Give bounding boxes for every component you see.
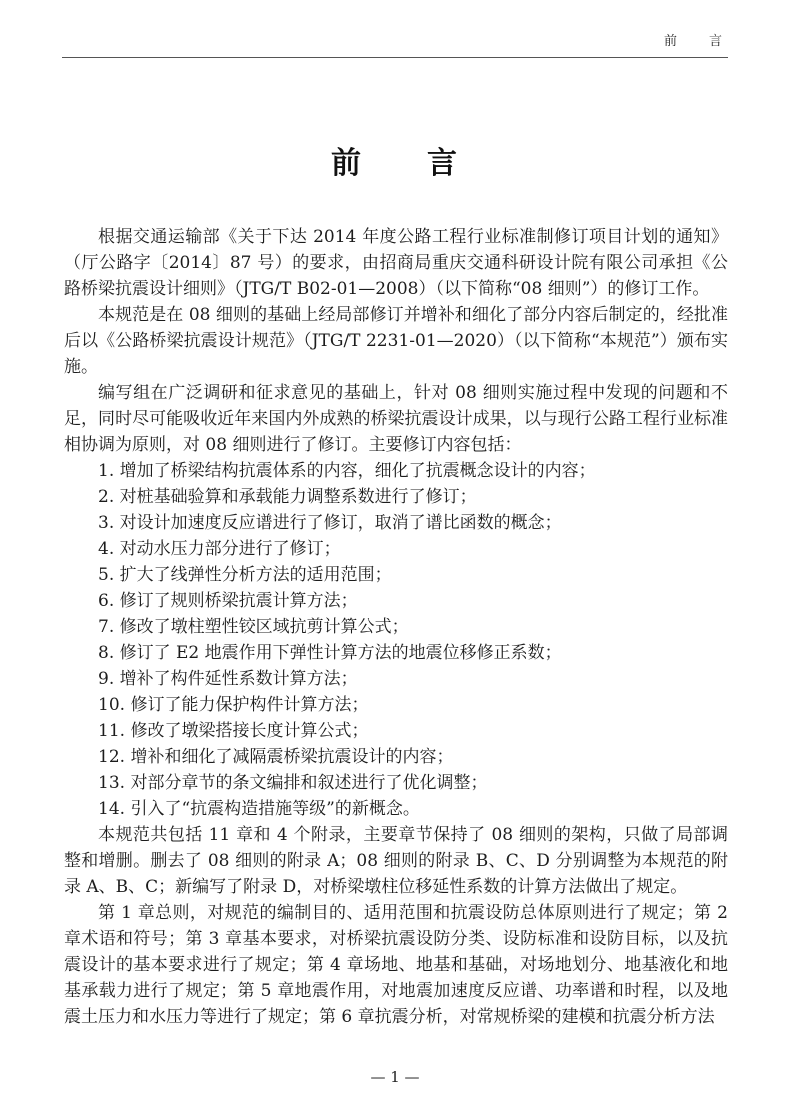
list-item: 4. 对动水压力部分进行了修订； [98,539,341,559]
paragraph-1: 根据交通运输部《关于下达 2014 年度公路工程行业标准制修订项目计划的通知》（厅公路字〔2014〕87 号）的要求，由招商局重庆交通科研设计院有限公司承担《公路桥梁抗震设计细则》（JTG/T B02-01—2008）（以下简称“08 细则”）的修订工作。 [64,227,728,299]
list-item: 11. 修改了墩梁搭接长度计算公式； [98,721,369,741]
page-title: 前 言 [331,146,459,181]
paragraph-5: 第 1 章总则，对规范的编制目的、适用范围和抗震设防总体原则进行了规定；第 2 章术语和符号；第 3 章基本要求，对桥梁抗震设防分类、设防标准和设防目标，以及抗震设计的基本要求进行了规定；第 4 章场地、地基和基础，对场地划分、地基液化和地基承载力进行了规定；第 5 章地震作用，对地震加速度反应谱、功率谱和时程，以及地震土压力和水压力等进行了规定；第 6 章抗震分析，对常规桥梁的建模和抗震分析方法 [64,903,728,1027]
running-header: 前 言 [663,34,724,49]
list-item: 9. 增补了构件延性系数计算方法； [98,669,358,689]
list-item: 8. 修订了 E2 地震作用下弹性计算方法的地震位移修正系数； [98,643,562,663]
list-item: 13. 对部分章节的条文编排和叙述进行了优化调整； [98,773,488,793]
page-number: — 1 — [370,1068,420,1086]
list-item: 3. 对设计加速度反应谱进行了修订，取消了谱比函数的概念； [98,513,562,533]
list-item: 14. 引入了“抗震构造措施等级”的新概念。 [98,799,420,819]
list-item: 2. 对桩基础验算和承载能力调整系数进行了修订； [98,487,477,507]
revision-list [64,458,728,822]
list-item: 10. 修订了能力保护构件计算方法； [98,695,369,715]
list-item: 1. 增加了桥梁结构抗震体系的内容，细化了抗震概念设计的内容； [98,461,596,481]
list-item: 5. 扩大了线弹性分析方法的适用范围； [98,565,392,585]
paragraph-3: 编写组在广泛调研和征求意见的基础上，针对 08 细则实施过程中发现的问题和不足，同时尽可能吸收近年来国内外成熟的桥梁抗震设计成果，以与现行公路工程行业标准相协调为原则，对 08 细则进行了修订。主要修订内容包括： [64,383,728,455]
list-item: 6. 修订了规则桥梁抗震计算方法； [98,591,358,611]
header-divider [62,57,728,58]
paragraph-4: 本规范共包括 11 章和 4 个附录，主要章节保持了 08 细则的架构，只做了局部调整和增删。删去了 08 细则的附录 A；08 细则的附录 B、C、D 分别调整为本规范的附录 A、B、C；新编写了附录 D，对桥梁墩柱位移延性系数的计算方法做出了规定。 [64,825,728,897]
list-item: 12. 增补和细化了减隔震桥梁抗震设计的内容； [98,747,454,767]
paragraph-2: 本规范是在 08 细则的基础上经局部修订并增补和细化了部分内容后制定的，经批准后以《公路桥梁抗震设计规范》（JTG/T 2231-01—2020）（以下简称“本规范”）颁布实施。 [64,305,728,377]
list-item: 7. 修改了墩柱塑性铰区域抗剪计算公式； [98,617,409,637]
document-body [64,224,728,1030]
